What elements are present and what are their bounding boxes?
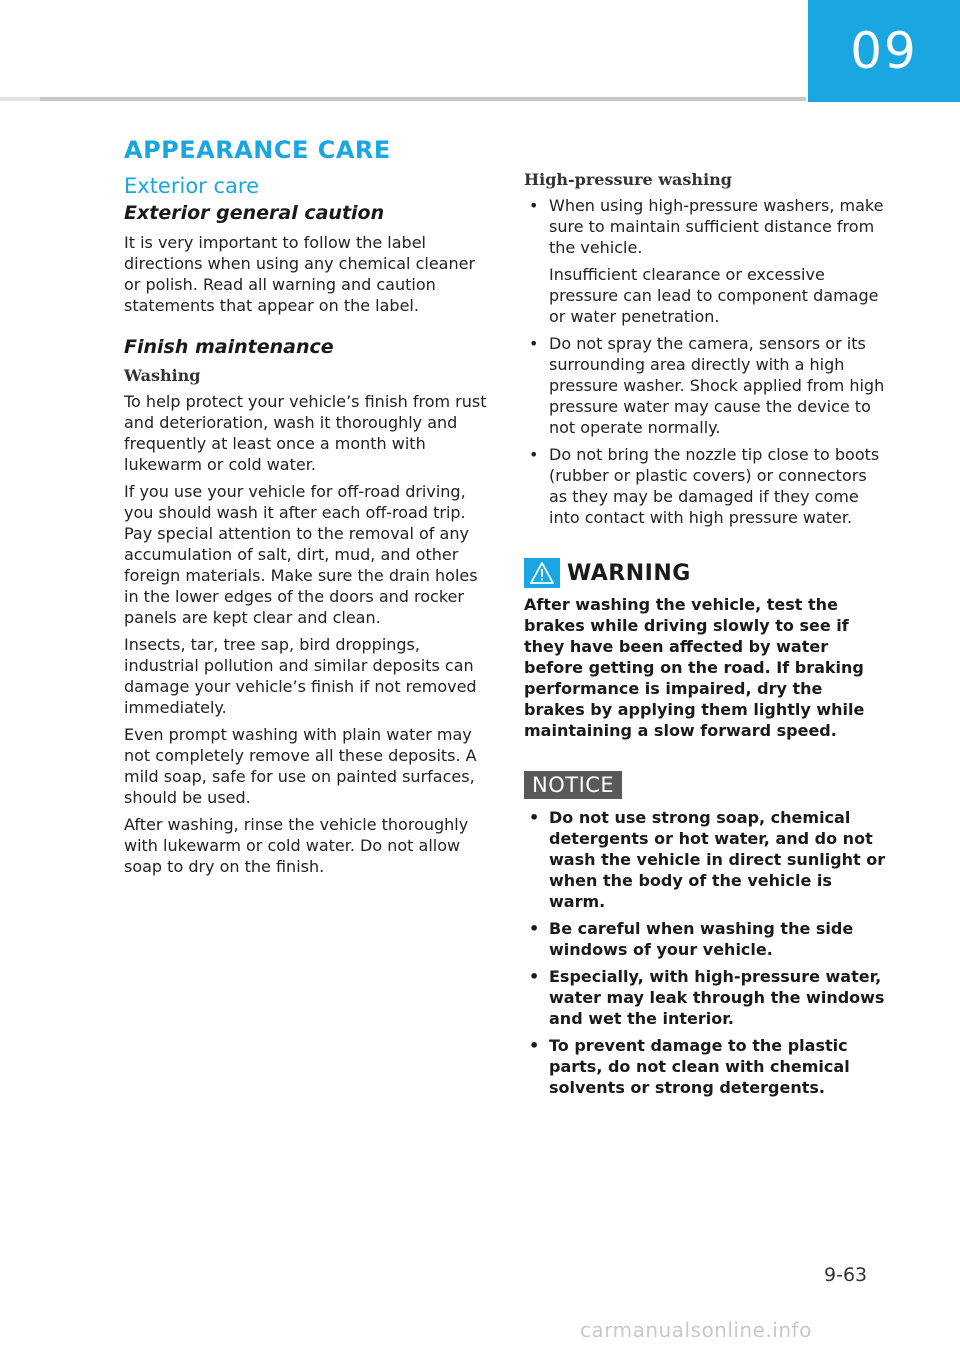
washing-paragraph: To help protect your vehicle’s finish from rust and deterioration, wash it thoroughly and frequently at least once a month with lukewarm or cold water. [124, 392, 487, 474]
list-item-extra: Insufficient clearance or excessive pressure can lead to component damage or water penetration. [549, 265, 879, 326]
washing-paragraph: After washing, rinse the vehicle thoroughly with lukewarm or cold water. Do not allow soap to dry on the finish. [124, 815, 469, 876]
list-item: • When using high-pressure washers, make sure to maintain sufficient distance from the vehicle. Insufficient clearance or excessive pressure can lead to component damage or water penetration. [524, 195, 886, 327]
list-item-text: Do not use strong soap, chemical detergents or hot water, and do not wash the vehicle in direct sunlight or when the body of the vehicle is warm. [549, 808, 886, 911]
list-item-text: To prevent damage to the plastic parts, do not clean with chemical solvents or strong detergents. [549, 1036, 850, 1097]
list-item: • Do not bring the nozzle tip close to boots (rubber or plastic covers) or connectors as they may be damaged if they come into contact with high pressure water. [529, 445, 880, 527]
page-number: 9-63 [824, 1264, 868, 1286]
warning-label: WARNING [567, 560, 691, 586]
warning-text: After washing the vehicle, test the brakes while driving slowly to see if they have been affected by water before getting on the road. If braking performance is impaired, dry the brakes by applying them lightly while maintaining a slow forward speed. [524, 595, 865, 740]
general-caution-heading: Exterior general caution [124, 202, 385, 224]
list-item-text: Do not spray the camera, sensors or its surrounding area directly with a high pressure washer. Shock applied from high pressure water may cause the device to not operate normally. [549, 334, 885, 437]
list-item-text: Be careful when washing the side windows of your vehicle. [549, 919, 854, 959]
warning-triangle-icon [524, 558, 560, 588]
chapter-number: 09 [850, 22, 918, 80]
washing-paragraph: If you use your vehicle for off-road driving, you should wash it after each off-road trip. Pay special attention to the removal of any accumulation of salt, dirt, mud, and other foreign materials. Make sure the drain holes in the lower edges of the doors and rocker panels are kept clear and clean. [124, 482, 478, 627]
sub-title: Exterior care [124, 174, 259, 198]
left-column [124, 136, 490, 883]
high-pressure-heading: High-pressure washing [524, 170, 732, 189]
notice-list [524, 807, 886, 1098]
list-item: • Be careful when washing the side windows of your vehicle. [529, 919, 854, 959]
washing-paragraph: Even prompt washing with plain water may not completely remove all these deposits. A mild soap, safe for use on painted surfaces, should be used. [124, 725, 477, 807]
notice-badge: NOTICE [524, 771, 622, 799]
washing-paragraph: Insects, tar, tree sap, bird droppings, industrial pollution and similar deposits can damage your vehicle’s finish if not removed immediately. [124, 635, 477, 717]
list-item: • Especially, with high-pressure water, water may leak through the windows and wet the interior. [529, 967, 885, 1028]
finish-maintenance-heading: Finish maintenance [124, 336, 334, 358]
list-item: • Do not use strong soap, chemical detergents or hot water, and do not wash the vehicle in direct sunlight or when the body of the vehicle is warm. [529, 808, 886, 911]
chapter-tab [808, 0, 960, 102]
right-column [524, 170, 886, 1104]
watermark: carmanualsonline.info [580, 1318, 812, 1342]
high-pressure-list [524, 195, 886, 528]
washing-heading: Washing [124, 366, 201, 385]
list-item: • Do not spray the camera, sensors or its surrounding area directly with a high pressure washer. Shock applied from high pressure water may cause the device to not operate normally. [529, 334, 885, 437]
header-rule [0, 97, 806, 101]
warning-header [524, 558, 886, 588]
list-item: • To prevent damage to the plastic parts, do not clean with chemical solvents or strong detergents. [529, 1036, 850, 1097]
list-item-text: Especially, with high-pressure water, water may leak through the windows and wet the interior. [549, 967, 885, 1028]
list-item-text: Do not bring the nozzle tip close to boots (rubber or plastic covers) or connectors as they may be damaged if they come into contact with high pressure water. [549, 445, 880, 527]
general-caution-text: It is very important to follow the label directions when using any chemical cleaner or polish. Read all warning and caution statements that appear on the label. [124, 233, 476, 315]
list-item-text: When using high-pressure washers, make sure to maintain sufficient distance from the vehicle. [549, 196, 884, 257]
section-title: APPEARANCE CARE [124, 136, 391, 164]
